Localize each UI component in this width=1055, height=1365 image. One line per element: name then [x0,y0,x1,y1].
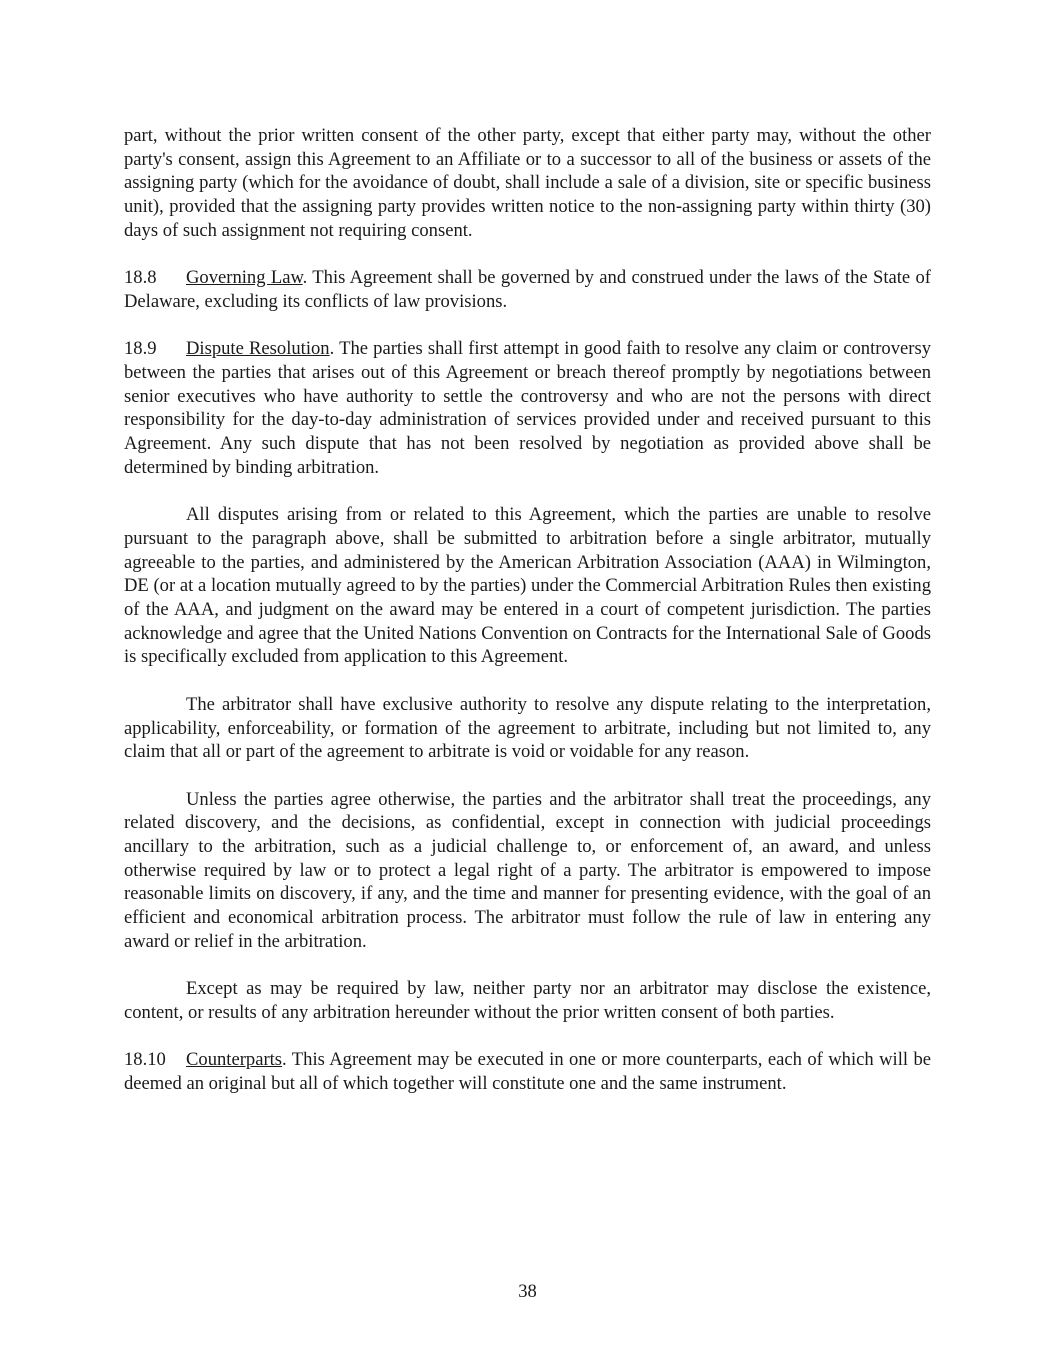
section-title: Governing Law [186,267,303,289]
section-text: . The parties shall first attempt in good faith to resolve any claim or controversy between the parties that arises out of this Agreement or breach thereof promptly by negotiations between senior executives who have authority to settle the controversy and who are not the persons with direct responsibility for the day-to-day administration of services provided under and received pursuant to this Agreement. Any such dispute that has not been resolved by negotiation as provided above shall be determined by binding arbitration. [124,338,932,478]
section-text: . This Agreement may be executed in one or more counterparts, each of which will be deemed an original but all of which together will constitute one and the same instrument. [124,1049,931,1095]
section-18-8 [124,266,931,313]
disclosure-paragraph: Except as may be required by law, neither party nor an arbitrator may disclose the existence, content, or results of any arbitration hereunder without the prior written consent of both parties. [124,978,931,1023]
section-text: . This Agreement shall be governed by and construed under the laws of the State of Delaware, excluding its conflicts of law provisions. [124,267,931,312]
arbitrator-authority-paragraph: The arbitrator shall have exclusive authority to resolve any dispute relating to the interpretation, applicability, enforceability, or formation of the agreement to arbitrate, including but not limited to, any claim that all or part of the agreement to arbitrate is void or voidable for any reason. [124,693,931,763]
section-title: Dispute Resolution [186,338,330,360]
section-18-10 [124,1048,931,1095]
confidentiality-paragraph: Unless the parties agree otherwise, the parties and the arbitrator shall treat the proceedings, any related discovery, and the decisions, as confidential, except in connection with judicial proceedings ancillary to the arbitration, such as a judicial challenge to, or enforcement of, an award, and unless otherwise required by law or to protect a legal right of a party. The arbitrator is empowered to impose reasonable limits on discovery, if any, and the time and manner for presenting evidence, with the goal of an efficient and economical arbitration process. The arbitrator must follow the rule of law in entering any award or relief in the arbitration. [124,788,931,952]
document-page [124,124,931,1119]
section-number: 18.10 [124,1049,166,1071]
section-title: Counterparts [186,1049,283,1071]
section-number: 18.9 [124,338,157,360]
page-number: 38 [518,1281,537,1302]
section-number: 18.8 [124,267,157,289]
section-18-9 [124,337,931,479]
continuation-paragraph: part, without the prior written consent of the other party, except that either party may, without the other party's consent, assign this Agreement to an Affiliate or to a successor to all of the business or assets of the assigning party (which for the avoidance of doubt, shall include a sale of a division, site or specific business unit), provided that the assigning party provides written notice to the non-assigning party within thirty (30) days of such assignment not requiring consent. [124,125,931,241]
arbitration-scope-paragraph: All disputes arising from or related to this Agreement, which the parties are unable to resolve pursuant to the paragraph above, shall be submitted to arbitration before a single arbitrator, mutually agreeable to the parties, and administered by the American Arbitration Association (AAA) in Wilmington, DE (or at a location mutually agreed to by the parties) under the Commercial Arbitration Rules then existing of the AAA, and judgment on the award may be entered in a court of competent jurisdiction. The parties acknowledge and agree that the United Nations Convention on Contracts for the International Sale of Goods is specifically excluded from application to this Agreement. [124,504,931,668]
